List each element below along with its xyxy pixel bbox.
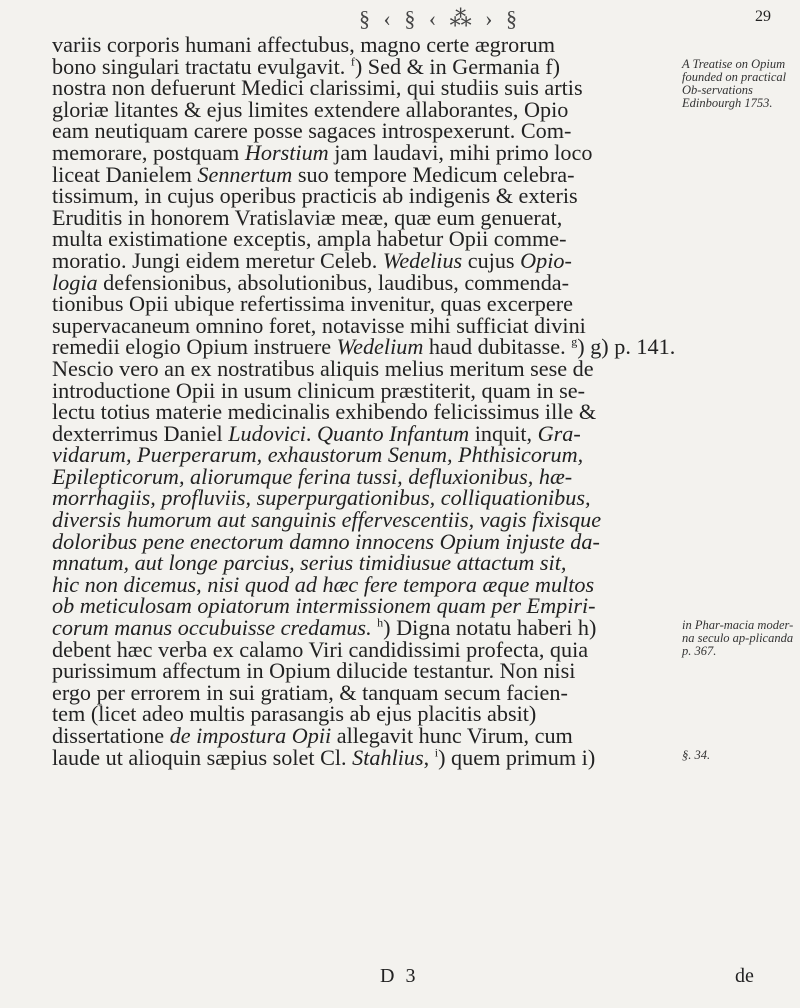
header-ornament: § ‹ § ‹ ⁂ › § [359,6,521,31]
text-segment: tissimum, in cujus operibus practicis ab indigenis & exteris [52,183,578,209]
footnote-ref: g [571,334,578,349]
text-line [52,660,674,682]
text-segment: remedii elogio Opium instruere [52,334,337,360]
text-segment: gloriæ litantes & ejus limites extendere allaborantes, Opio [52,96,569,122]
text-line [52,120,674,142]
text-segment: eam neutiquam carere posse sagaces introspexerunt. Com- [52,118,572,144]
text-segment: Wedelius [382,247,463,273]
text-line [52,312,674,338]
text-segment: de impostura Opii [169,723,332,748]
text-segment: ) Digna notatu haberi h) [383,615,597,641]
body-text [52,34,674,768]
text-line [52,53,674,79]
text-line [52,161,674,187]
text-segment: jam laudavi, mihi primo loco [328,139,593,165]
text-segment: nostra non defuerunt Medici clarissimi, qui studiis suis artis [52,75,583,101]
text-segment: Gra- [537,420,581,446]
text-line [52,636,674,662]
text-segment: morrhagiis, profluviis, superpurgationibus, colliquationibus, [52,485,591,511]
text-segment: Ludovici [228,420,306,446]
text-line [52,444,674,466]
text-segment: corum manus occubuisse credamus. [52,615,378,641]
text-line [52,355,674,381]
text-segment: Stahlius [352,744,424,770]
text-line [52,509,674,531]
text-segment: tem (licet adeo multis parasangis ab ejus placitis absit) [52,701,537,727]
text-segment: moratio. Jungi eidem meretur Celeb. [52,247,383,273]
text-segment: memorare, postquam [52,139,245,165]
text-line [52,463,674,489]
text-segment: Wedelium [336,334,424,360]
text-segment: Eruditis in honorem Vratislaviæ meæ, quæ eum genuerat, [52,204,563,230]
text-segment: mnatum, aut longe parcius, serius timidiusue attactum sit, [52,550,567,576]
text-segment: Nescio vero an ex nostratibus aliquis melius meritum sese de [52,355,594,381]
text-line [52,571,674,597]
text-line [52,96,674,122]
text-segment: vidarum, Puerperarum, exhaustorum Senum, Phthisicorum, [52,442,584,468]
text-segment: Quanto Infantum [316,420,470,446]
text-line [52,679,674,705]
text-segment: allegavit hunc Virum, cum [331,723,573,748]
text-segment: dexterrimus Daniel [52,420,229,446]
text-segment: purissimum affectum in Opium dilucide testantur. Non nisi [52,658,576,684]
text-segment: defensionibus, absolutionibus, laudibus, commenda- [97,269,570,295]
text-segment: liceat Danielem [52,161,198,187]
text-line [52,336,674,358]
text-segment: ) Sed & in Germania f) [354,53,561,79]
text-line [52,228,674,250]
text-line [52,528,674,554]
text-segment: inquit, [469,420,538,446]
margin-note: §. 34. [682,747,711,762]
margin-note: in Phar-macia moder-na seculo ap-plicanda p. 367. [682,618,794,659]
text-line [52,725,674,747]
text-line [52,703,674,725]
signature-mark: D 3 [380,965,419,987]
text-segment: tionibus Opii ubique refertissima invenitur, quas excerpere [52,291,573,317]
footnote-ref: i [434,745,439,760]
text-segment: cujus [462,247,521,273]
text-line [52,204,674,230]
catchword: de [735,965,754,987]
text-segment: lectu totius materie medicinalis exhibendo felicissimus ille & [52,399,597,425]
text-line [52,552,674,574]
text-segment: laude ut alioquin sæpius solet Cl. [52,744,353,770]
text-line [52,744,674,770]
text-line [52,487,674,509]
text-line [52,420,674,446]
text-line [52,34,674,56]
text-segment: ) g) p. 141. [577,334,676,360]
text-segment: Epilepticorum, aliorumque ferina tussi, defluxionibus, hæ- [52,463,573,489]
page-number: 29 [755,8,771,25]
text-segment: hic non dicemus, nisi quod ad hæc fere tempora æque multos [52,571,595,597]
text-segment: ob meticulosam opiatorum intermissionem quam per Empiri- [52,593,596,619]
text-segment: . [305,420,317,446]
text-segment: haud dubitasse. [423,334,572,360]
text-segment: dissertatione [52,723,170,748]
text-line [52,247,674,273]
text-segment: Horstium [244,139,329,165]
text-segment: , [423,744,435,770]
text-segment: introductione Opii in usum clinicum præstiterit, quam in se- [52,377,586,403]
text-segment: Sennertum [197,161,293,187]
text-line [52,293,674,315]
text-segment: logia [52,269,98,295]
text-segment: debent hæc verba ex calamo Viri candidissimi profecta, quia [52,636,589,662]
text-segment: suo tempore Medicum celebra- [292,161,575,187]
text-segment: diversis humorum aut sanguinis effervescentiis, vagis fixisque [52,507,602,533]
text-segment: ergo per errorem in sui gratiam, & tanquam secum facien- [52,679,568,705]
text-segment: ) quem primum i) [438,744,596,770]
text-segment: variis corporis humani affectubus, magno certe ægrorum [52,32,555,57]
text-line [52,77,674,99]
text-line [52,139,674,165]
text-line [52,401,674,423]
text-segment: Opio- [520,247,572,273]
footnote-ref: f [350,54,355,69]
text-segment: multa existimatione exceptis, ampla habetur Opii comme- [52,226,567,252]
text-line [52,269,674,295]
text-line [52,377,674,403]
text-line [52,185,674,207]
footnote-ref: h [377,615,384,630]
text-segment: supervacaneum omnino foret, notavisse mihi sufficiat divini [52,312,586,338]
text-line [52,595,674,617]
margin-note: A Treatise on Opium founded on practical Ob-servations Edinbourgh 1753. [682,56,787,110]
text-segment: doloribus pene enectorum damno innocens Opium injuste da- [52,528,600,554]
text-line [52,617,674,639]
text-segment: bono singulari tractatu evulgavit. [52,53,351,79]
